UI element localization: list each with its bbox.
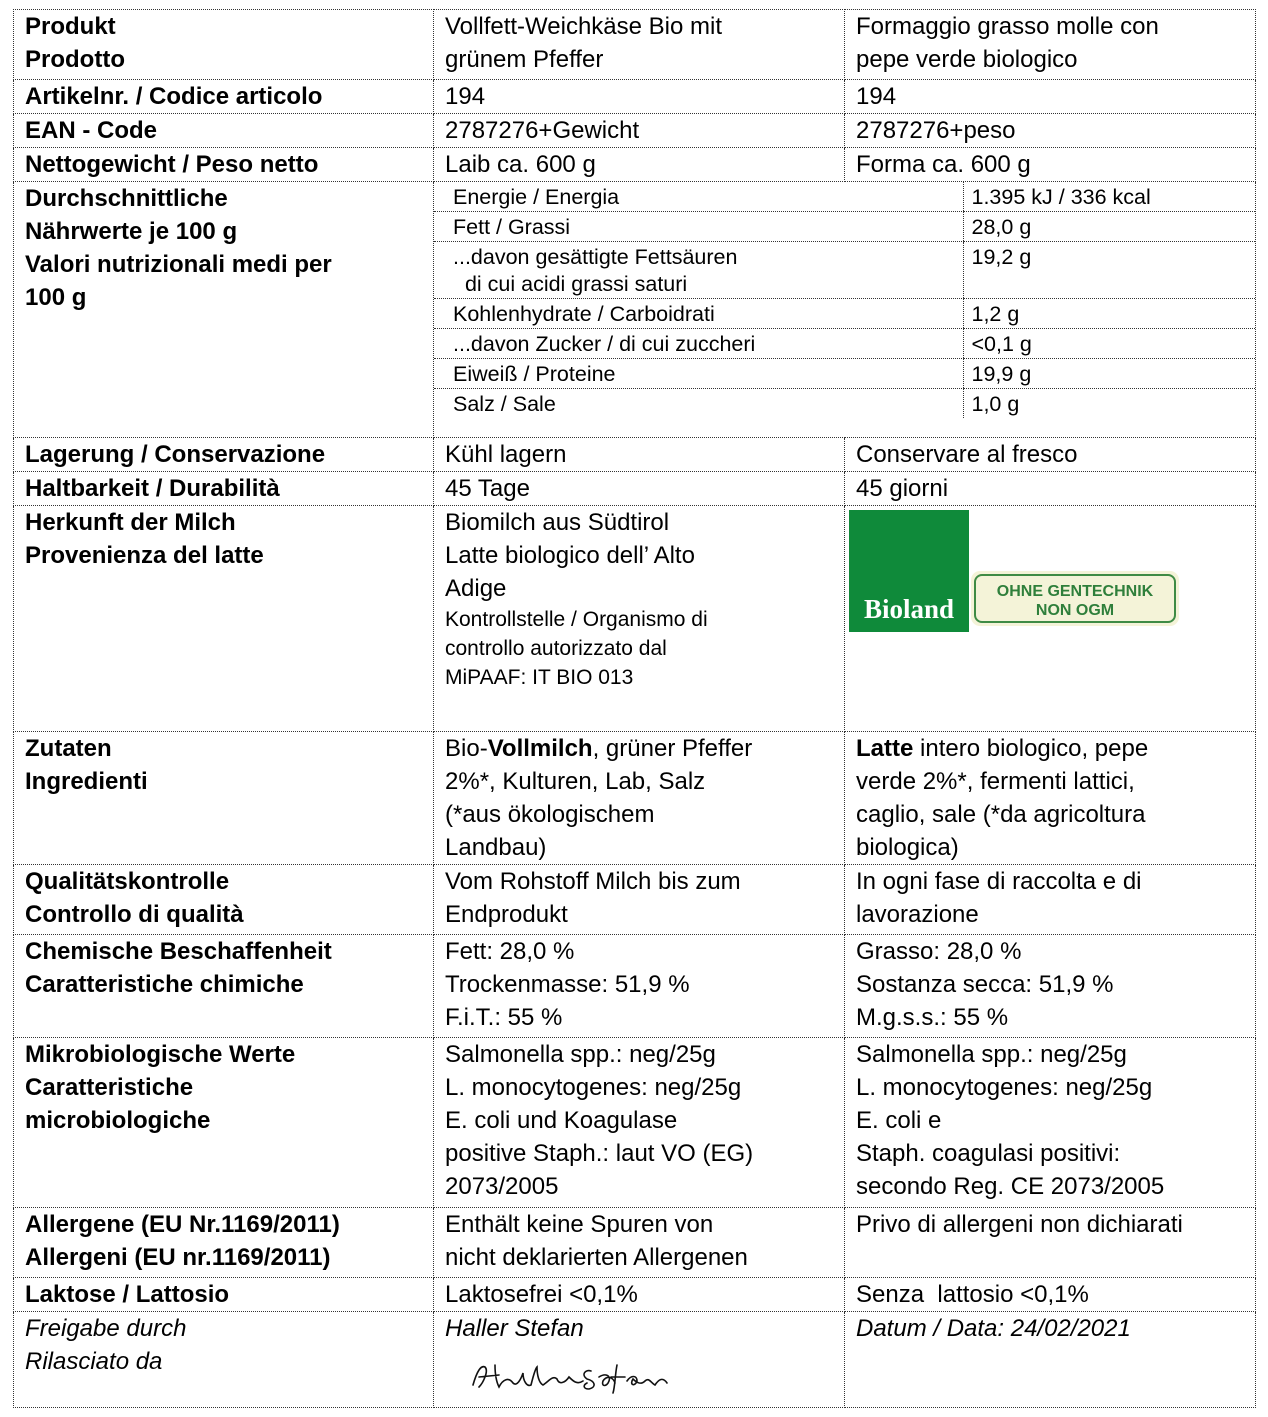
value-release-date: Datum / Data: 24/02/2021 (845, 1312, 1256, 1408)
nutrition-row (434, 329, 1255, 359)
label-ean: EAN - Code (14, 114, 434, 148)
value-ean-de: 2787276+Gewicht (434, 114, 845, 148)
nutrition-name: Fett / Grassi (434, 212, 963, 242)
row-quality (14, 865, 1256, 935)
value-chemical-it: Grasso: 28,0 % Sostanza secca: 51,9 % M.g.s.s.: 55 % (845, 935, 1256, 1038)
value-chemical-de: Fett: 28,0 % Trockenmasse: 51,9 % F.i.T.: 55 % (434, 935, 845, 1038)
product-spec-table (13, 9, 1256, 1408)
nutrition-row (434, 242, 1255, 299)
value-ingredients-it: Latte intero biologico, pepe verde 2%*, fermenti lattici, caglio, sale (*da agricoltura biologica) (845, 732, 1256, 865)
label-lactose: Laktose / Lattosio (14, 1278, 434, 1312)
row-nutrition (14, 182, 1256, 438)
nutrition-row (434, 182, 1255, 212)
value-product-de: Vollfett-Weichkäse Bio mit grünem Pfeffer (434, 10, 845, 80)
ohne-gentechnik-logo: OHNE GENTECHNIK NON OGM (971, 571, 1179, 626)
nutrition-name: ...davon gesättigte Fettsäuren di cui acidi grassi saturi (434, 242, 963, 299)
row-ingredients (14, 732, 1256, 865)
row-net-weight (14, 148, 1256, 182)
value-shelf-life-de: 45 Tage (434, 472, 845, 506)
nutrition-value: <0,1 g (963, 329, 1255, 359)
value-quality-it: In ogni fase di raccolta e di lavorazione (845, 865, 1256, 935)
label-net-weight: Nettogewicht / Peso netto (14, 148, 434, 182)
nutrition-value: 1,0 g (963, 389, 1255, 419)
nutrition-table (434, 182, 1255, 418)
label-quality: Qualitätskontrolle Controllo di qualità (14, 865, 434, 935)
value-shelf-life-it: 45 giorni (845, 472, 1256, 506)
nutrition-value: 1.395 kJ / 336 kcal (963, 182, 1255, 212)
value-lactose-de: Laktosefrei <0,1% (434, 1278, 845, 1312)
value-allergens-de: Enthält keine Spuren von nicht deklarierten Allergenen (434, 1208, 845, 1278)
value-product-it: Formaggio grasso molle con pepe verde biologico (845, 10, 1256, 80)
label-shelf-life: Haltbarkeit / Durabilità (14, 472, 434, 506)
row-allergens (14, 1208, 1256, 1278)
value-allergens-it: Privo di allergeni non dichiarati (845, 1208, 1256, 1278)
nutrition-name: Kohlenhydrate / Carboidrati (434, 299, 963, 329)
nutrition-name: Eiweiß / Proteine (434, 359, 963, 389)
nutrition-row (434, 389, 1255, 419)
nutrition-value: 19,9 g (963, 359, 1255, 389)
nutrition-name: Salz / Sale (453, 392, 556, 416)
nutrition-name: ...davon Zucker / di cui zuccheri (434, 329, 963, 359)
value-ingredients-de: Bio-Vollmilch, grüner Pfeffer 2%*, Kulturen, Lab, Salz (*aus ökologischem Landbau) (434, 732, 845, 865)
nutrition-row (434, 359, 1255, 389)
value-microbio-it: Salmonella spp.: neg/25g L. monocytogenes: neg/25g E. coli e Staph. coagulasi positivi: secondo Reg. CE 2073/2005 (845, 1038, 1256, 1208)
value-net-weight-it: Forma ca. 600 g (845, 148, 1256, 182)
row-product (14, 10, 1256, 80)
value-ean-it: 2787276+peso (845, 114, 1256, 148)
bioland-logo: Bioland (849, 510, 969, 632)
row-microbio (14, 1038, 1256, 1208)
nutrition-value: 19,2 g (963, 242, 1255, 299)
row-chemical (14, 935, 1256, 1038)
value-quality-de: Vom Rohstoff Milch bis zum Endprodukt (434, 865, 845, 935)
label-origin: Herkunft der Milch Provenienza del latte (14, 506, 434, 732)
nutrition-row (434, 299, 1255, 329)
label-product: Produkt Prodotto (14, 10, 434, 80)
row-shelf-life (14, 472, 1256, 506)
nutrition-name: Energie / Energia (434, 182, 963, 212)
label-release: Freigabe durch Rilasciato da (14, 1312, 434, 1408)
value-microbio-de: Salmonella spp.: neg/25g L. monocytogenes: neg/25g E. coli und Koagulase positive Staph.: laut VO (EG) 2073/2005 (434, 1038, 845, 1208)
value-release-name: Haller Stefan (434, 1312, 845, 1408)
label-article: Artikelnr. / Codice articolo (14, 80, 434, 114)
nutrition-value: 28,0 g (963, 212, 1255, 242)
nutrition-row (434, 212, 1255, 242)
value-storage-de: Kühl lagern (434, 438, 845, 472)
label-microbio: Mikrobiologische Werte Caratteristiche microbiologiche (14, 1038, 434, 1208)
value-origin-de: Biomilch aus Südtirol Latte biologico dell’ Alto Adige Kontrollstelle / Organismo di controllo autorizzato dal MiPAAF: IT BIO 013 (434, 506, 845, 732)
label-ingredients: Zutaten Ingredienti (14, 732, 434, 865)
nutrition-value: 1,2 g (963, 299, 1255, 329)
row-ean (14, 114, 1256, 148)
row-lactose (14, 1278, 1256, 1312)
value-lactose-it: Senza lattosio <0,1% (845, 1278, 1256, 1312)
label-nutrition: Durchschnittliche Nährwerte je 100 g Valori nutrizionali medi per 100 g (14, 182, 434, 438)
row-storage (14, 438, 1256, 472)
value-storage-it: Conservare al fresco (845, 438, 1256, 472)
value-article-it: 194 (845, 80, 1256, 114)
row-release (14, 1312, 1256, 1408)
signature (465, 1357, 725, 1397)
label-allergens: Allergene (EU Nr.1169/2011) Allergeni (EU nr.1169/2011) (14, 1208, 434, 1278)
value-origin-logos (845, 506, 1256, 732)
value-net-weight-de: Laib ca. 600 g (434, 148, 845, 182)
certification-logos (845, 506, 1255, 636)
label-chemical: Chemische Beschaffenheit Caratteristiche chimiche (14, 935, 434, 1038)
value-article-de: 194 (434, 80, 845, 114)
nutrition-table-cell (434, 182, 1256, 438)
row-origin (14, 506, 1256, 732)
row-article (14, 80, 1256, 114)
label-storage: Lagerung / Conservazione (14, 438, 434, 472)
